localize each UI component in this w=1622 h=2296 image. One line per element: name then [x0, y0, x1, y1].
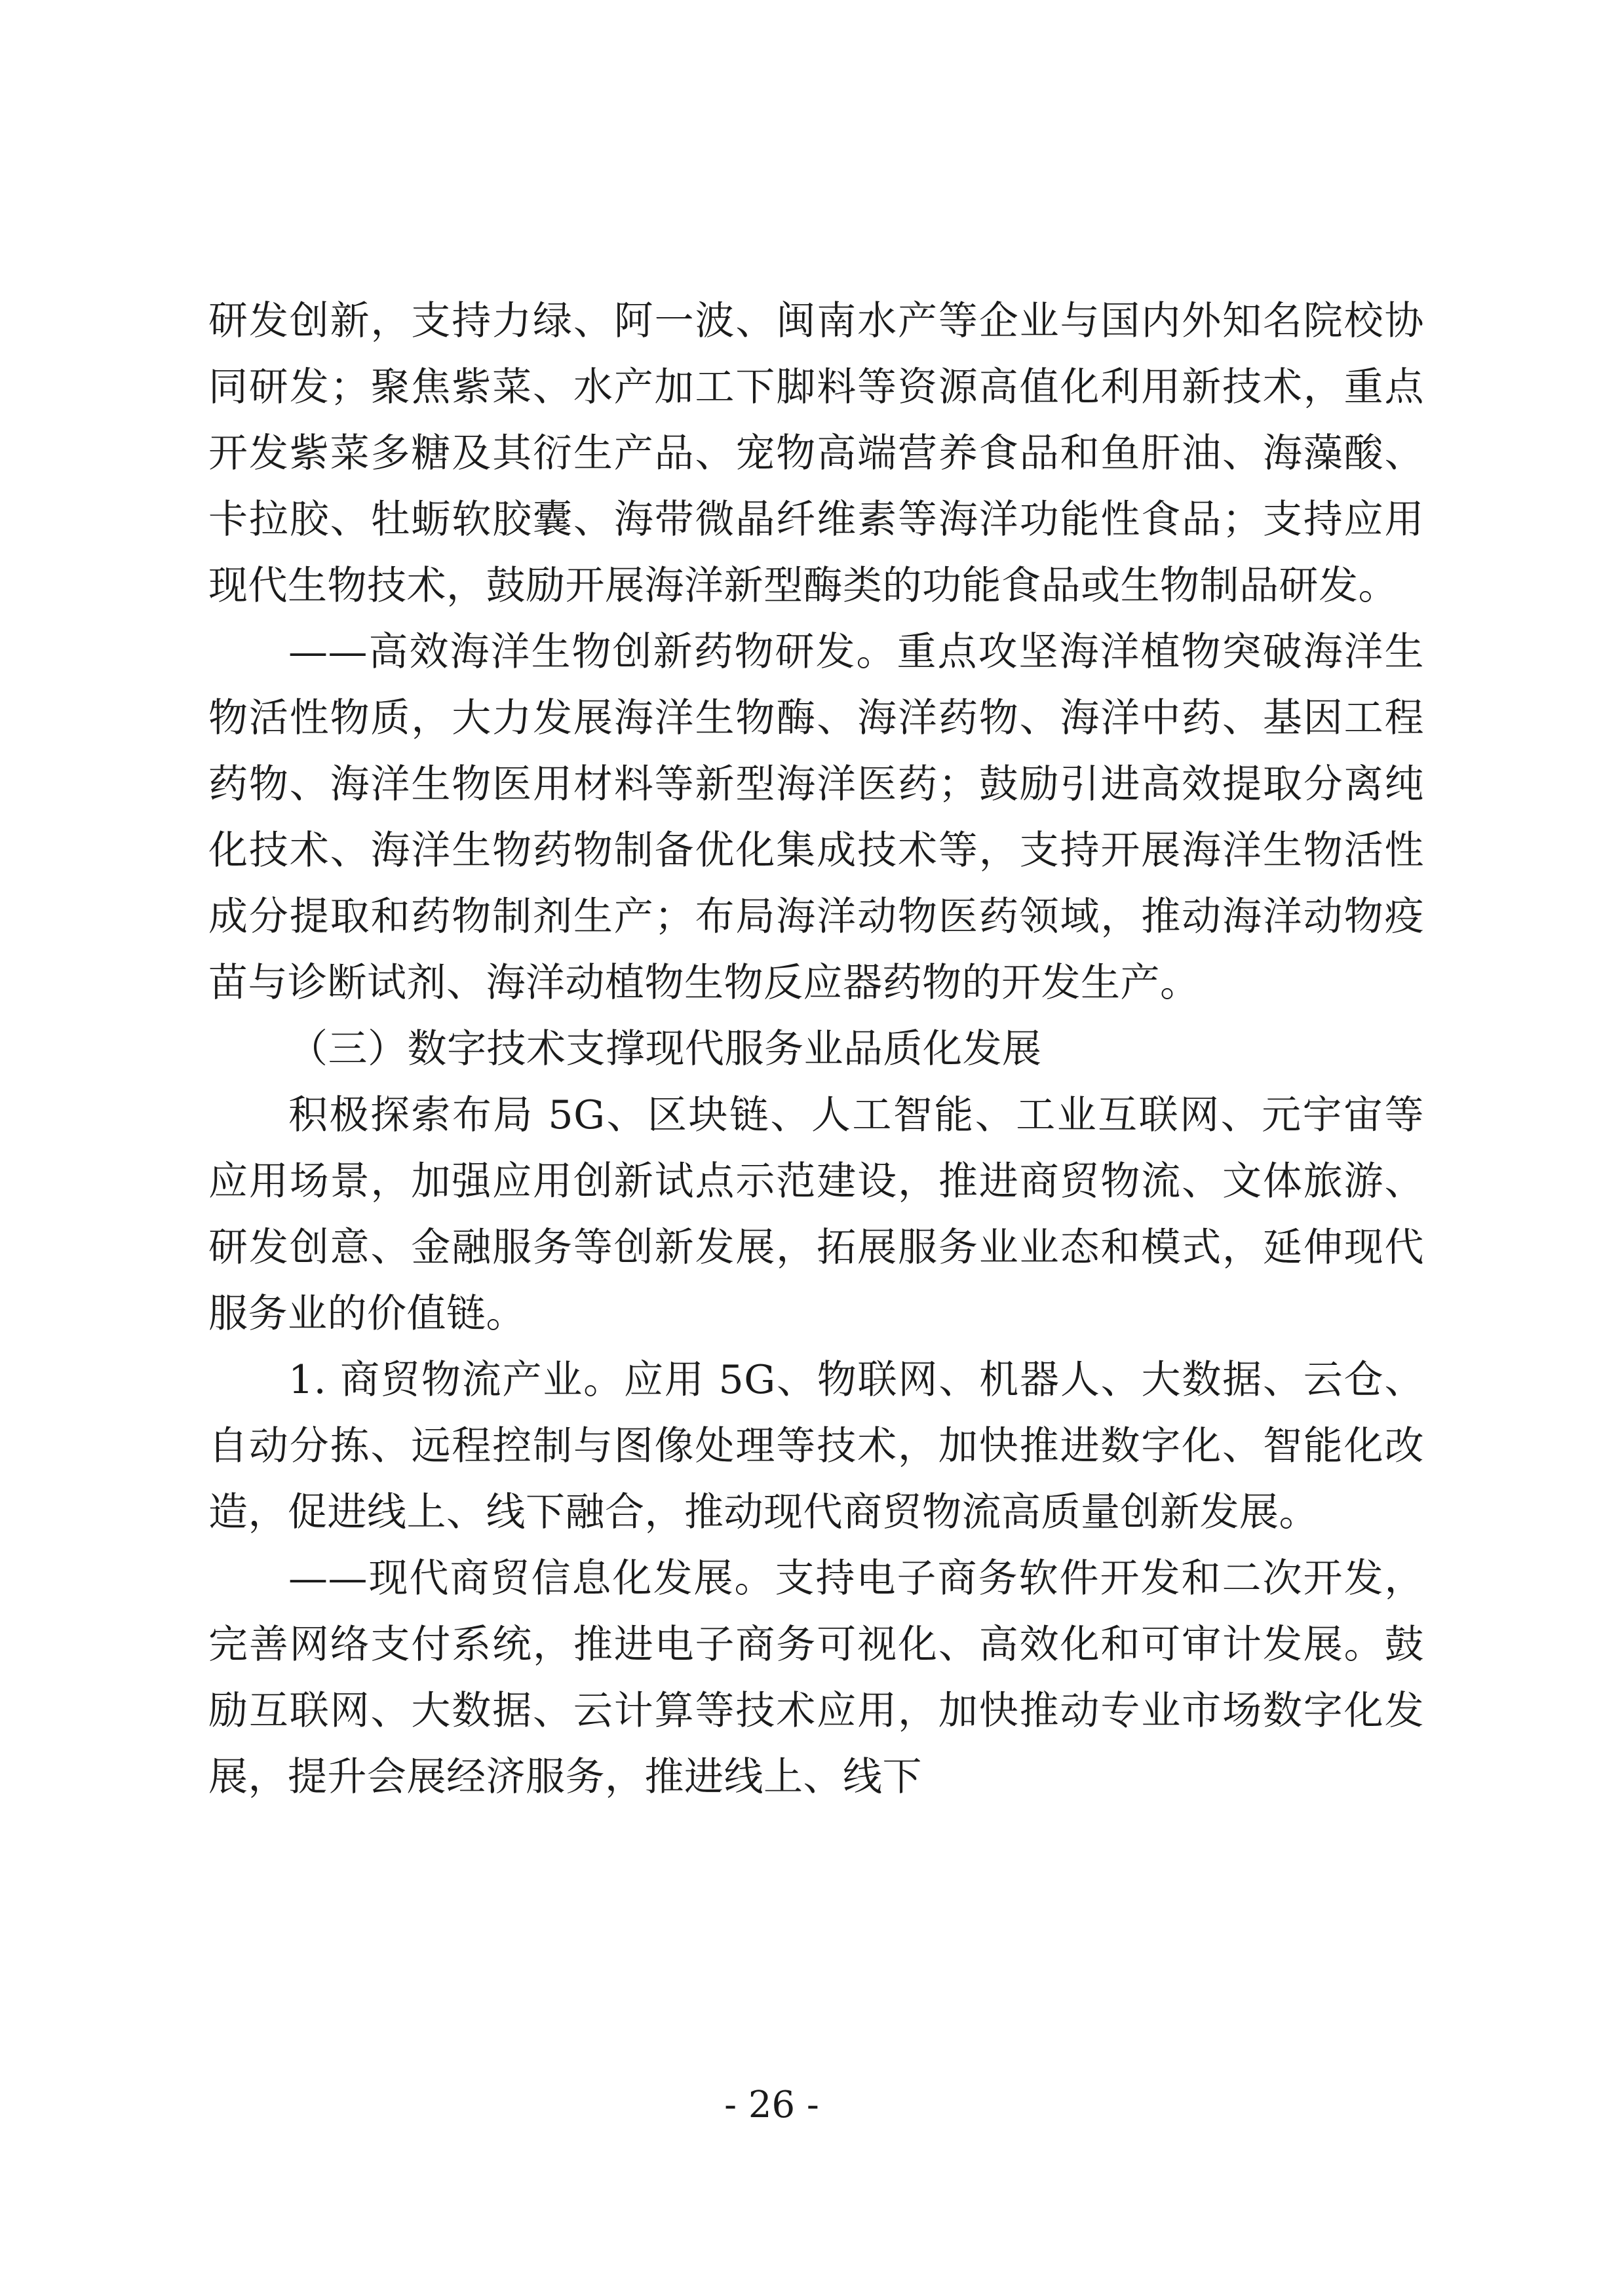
body-paragraph: ——高效海洋生物创新药物研发。重点攻坚海洋植物突破海洋生物活性物质，大力发展海洋生物酶、海洋药物、海洋中药、基因工程药物、海洋生物医用材料等新型海洋医药；鼓励引进高效提取分离纯化技术、海洋生物药物制备优化集成技术等，支持开展海洋生物活性成分提取和药物制剂生产；布局海洋动物医药领域，推动海洋动物疫苗与诊断试剂、海洋动植物生物反应器药物的开发生产。: [208, 629, 1424, 1006]
section-heading: （三）数字技术支撑现代服务业品质化发展: [288, 1026, 1042, 1072]
body-paragraph: 积极探索布局 5G、区块链、人工智能、工业互联网、元宇宙等应用场景，加强应用创新试点示范建设，推进商贸物流、文体旅游、研发创意、金融服务等创新发展，拓展服务业业态和模式，延伸现代服务业的价值链。: [208, 1092, 1424, 1337]
body-paragraph: 1. 商贸物流产业。应用 5G、物联网、机器人、大数据、云仓、自动分拣、远程控制与图像处理等技术，加快推进数字化、智能化改造，促进线上、线下融合，推动现代商贸物流高质量创新发展。: [208, 1357, 1424, 1535]
page-footer: [0, 2084, 1622, 2126]
page-body: [208, 288, 1424, 1810]
page-number: - 26 -: [724, 2084, 819, 2126]
body-paragraph: 研发创新，支持力绿、阿一波、闽南水产等企业与国内外知名院校协同研发；聚焦紫菜、水产加工下脚料等资源高值化利用新技术，重点开发紫菜多糖及其衍生产品、宠物高端营养食品和鱼肝油、海藻酸、卡拉胶、牡蛎软胶囊、海带微晶纤维素等海洋功能性食品；支持应用现代生物技术，鼓励开展海洋新型酶类的功能食品或生物制品研发。: [208, 298, 1424, 609]
body-paragraph: ——现代商贸信息化发展。支持电子商务软件开发和二次开发，完善网络支付系统，推进电子商务可视化、高效化和可审计发展。鼓励互联网、大数据、云计算等技术应用，加快推动专业市场数字化发展，提升会展经济服务，推进线上、线下: [208, 1556, 1424, 1800]
